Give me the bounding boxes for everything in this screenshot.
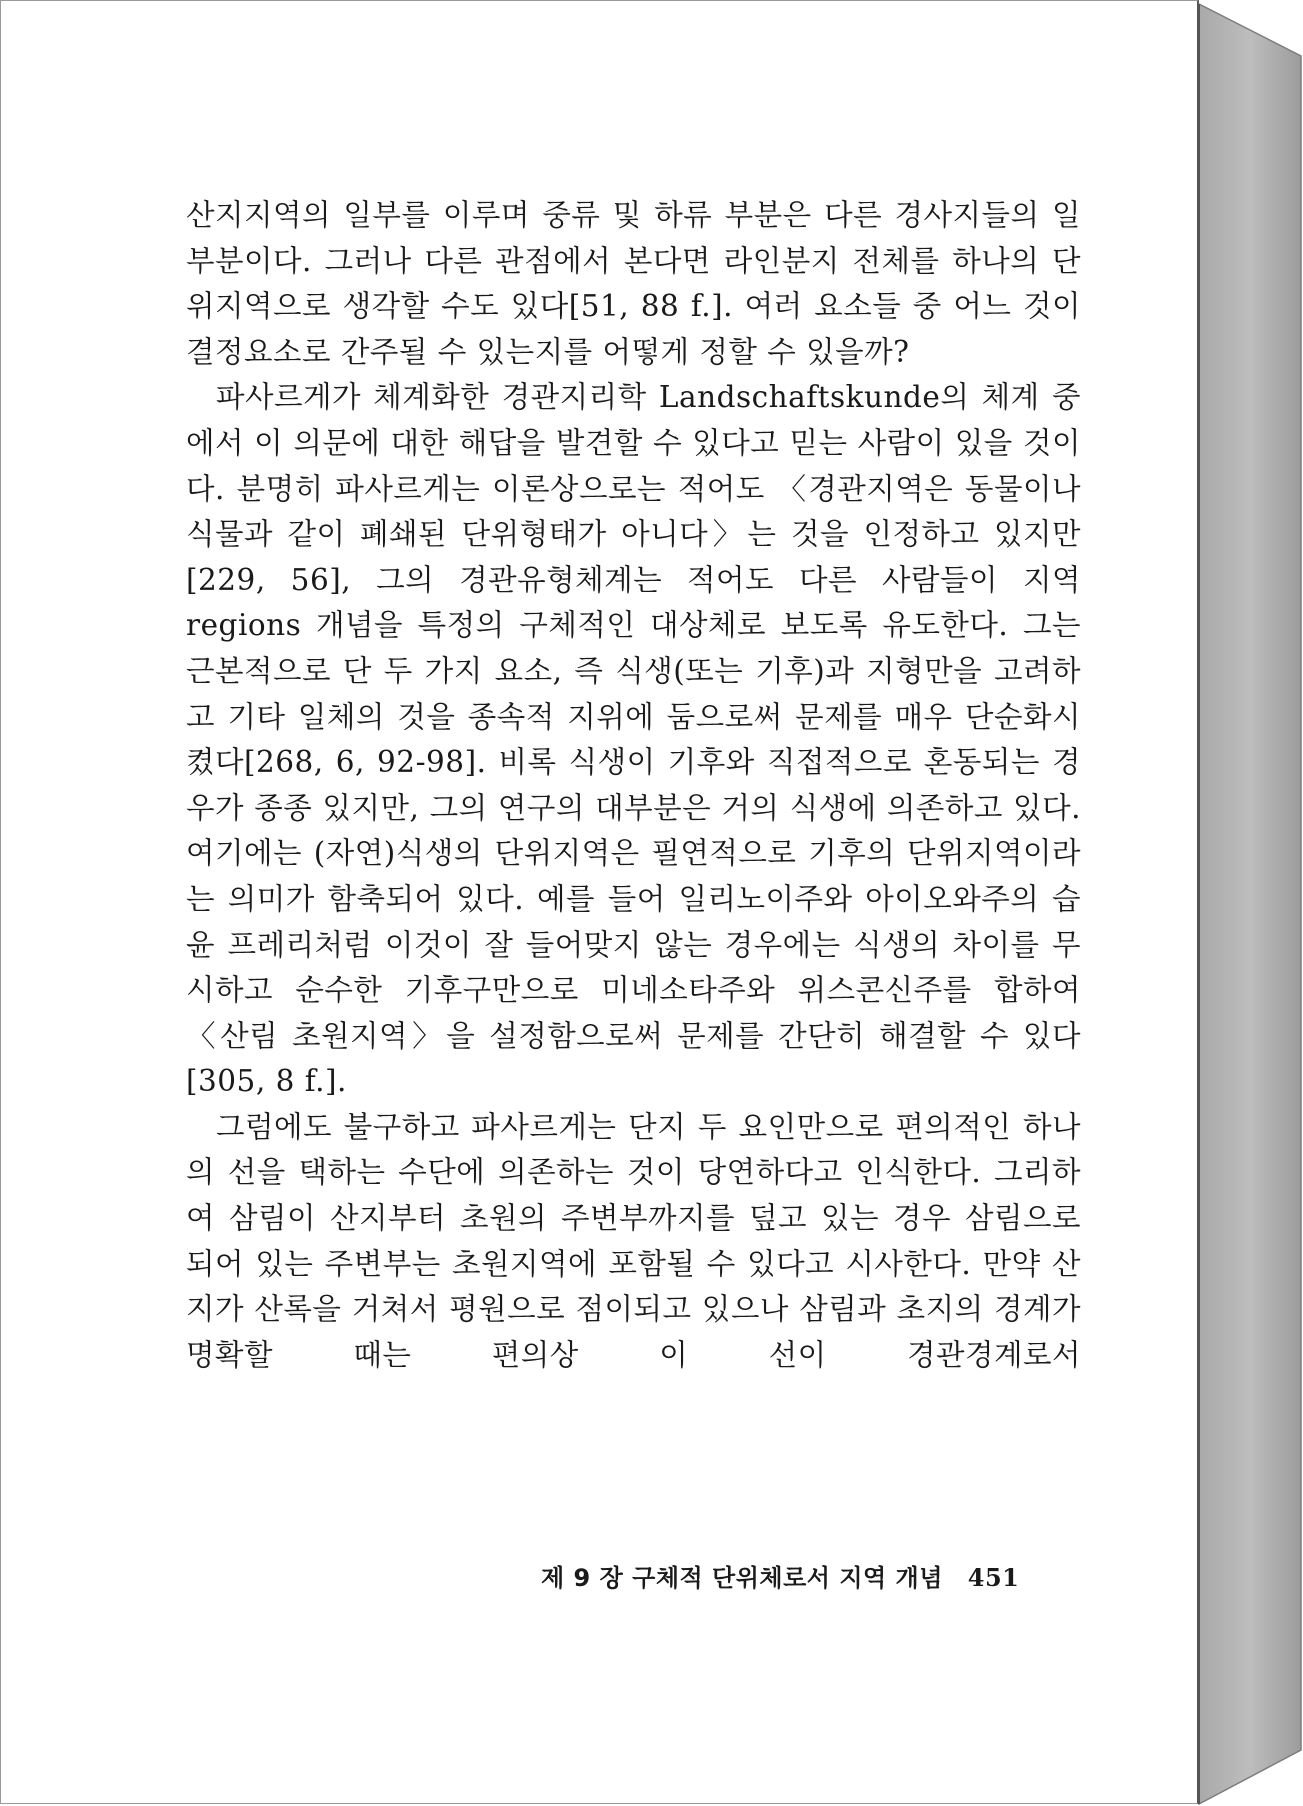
- page-body-text: [186, 193, 1081, 1378]
- page-number: 451: [967, 1563, 1020, 1592]
- paragraph-3: 그럼에도 불구하고 파사르게는 단지 두 요인만으로 편의적인 하나의 선을 택하는 수단에 의존하는 것이 당연하다고 인식한다. 그리하여 삼림이 산지부터 초원의 주변부까지를 덮고 있는 경우 삼림으로 되어 있는 주변부는 초원지역에 포함될 수 있다고 시사한다. 만약 산지가 산록을 거쳐서 평원으로 점이되고 있으나 삼림과 초지의 경계가 명확할 때는 편의상 이 선이 경관경계로서: [186, 1109, 1081, 1372]
- book-page-edge: [1197, 0, 1303, 1806]
- running-title: 제 9 장 구체적 단위체로서 지역 개념: [541, 1564, 943, 1592]
- paragraph-1: 산지지역의 일부를 이루며 중류 및 하류 부분은 다른 경사지들의 일부분이다. 그러나 다른 관점에서 본다면 라인분지 전체를 하나의 단위지역으로 생각할 수도 있다[51, 88 f.]. 여러 요소들 중 어느 것이 결정요소로 간주될 수 있는지를 어떻게 정할 수 있을까?: [186, 198, 1081, 369]
- running-footer: [541, 1563, 1061, 1593]
- paragraph-2: 파사르게가 체계화한 경관지리학 Landschaftskunde의 체계 중에서 이 의문에 대한 해답을 발견할 수 있다고 믿는 사람이 있을 것이다. 분명히 파사르게는 이론상으로는 적어도 〈경관지역은 동물이나 식물과 같이 폐쇄된 단위형태가 아니다〉는 것을 인정하고 있지만[229, 56], 그의 경관유형체계는 적어도 다른 사람들이 지역 regions 개념을 특정의 구체적인 대상체로 보도록 유도한다. 그는 근본적으로 단 두 가지 요소, 즉 식생(또는 기후)과 지형만을 고려하고 기타 일체의 것을 종속적 지위에 둠으로써 문제를 매우 단순화시켰다[268, 6, 92-98]. 비록 식생이 기후와 직접적으로 혼동되는 경우가 종종 있지만, 그의 연구의 대부분은 거의 식생에 의존하고 있다. 여기에는 (자연)식생의 단위지역은 필연적으로 기후의 단위지역이라는 의미가 함축되어 있다. 예를 들어 일리노이주와 아이오와주의 습윤 프레리처럼 이것이 잘 들어맞지 않는 경우에는 식생의 차이를 무시하고 순수한 기후구만으로 미네소타주와 위스콘신주를 합하여 〈산림 초원지역〉을 설정함으로써 문제를 간단히 해결할 수 있다[305, 8 f.].: [186, 380, 1081, 1099]
